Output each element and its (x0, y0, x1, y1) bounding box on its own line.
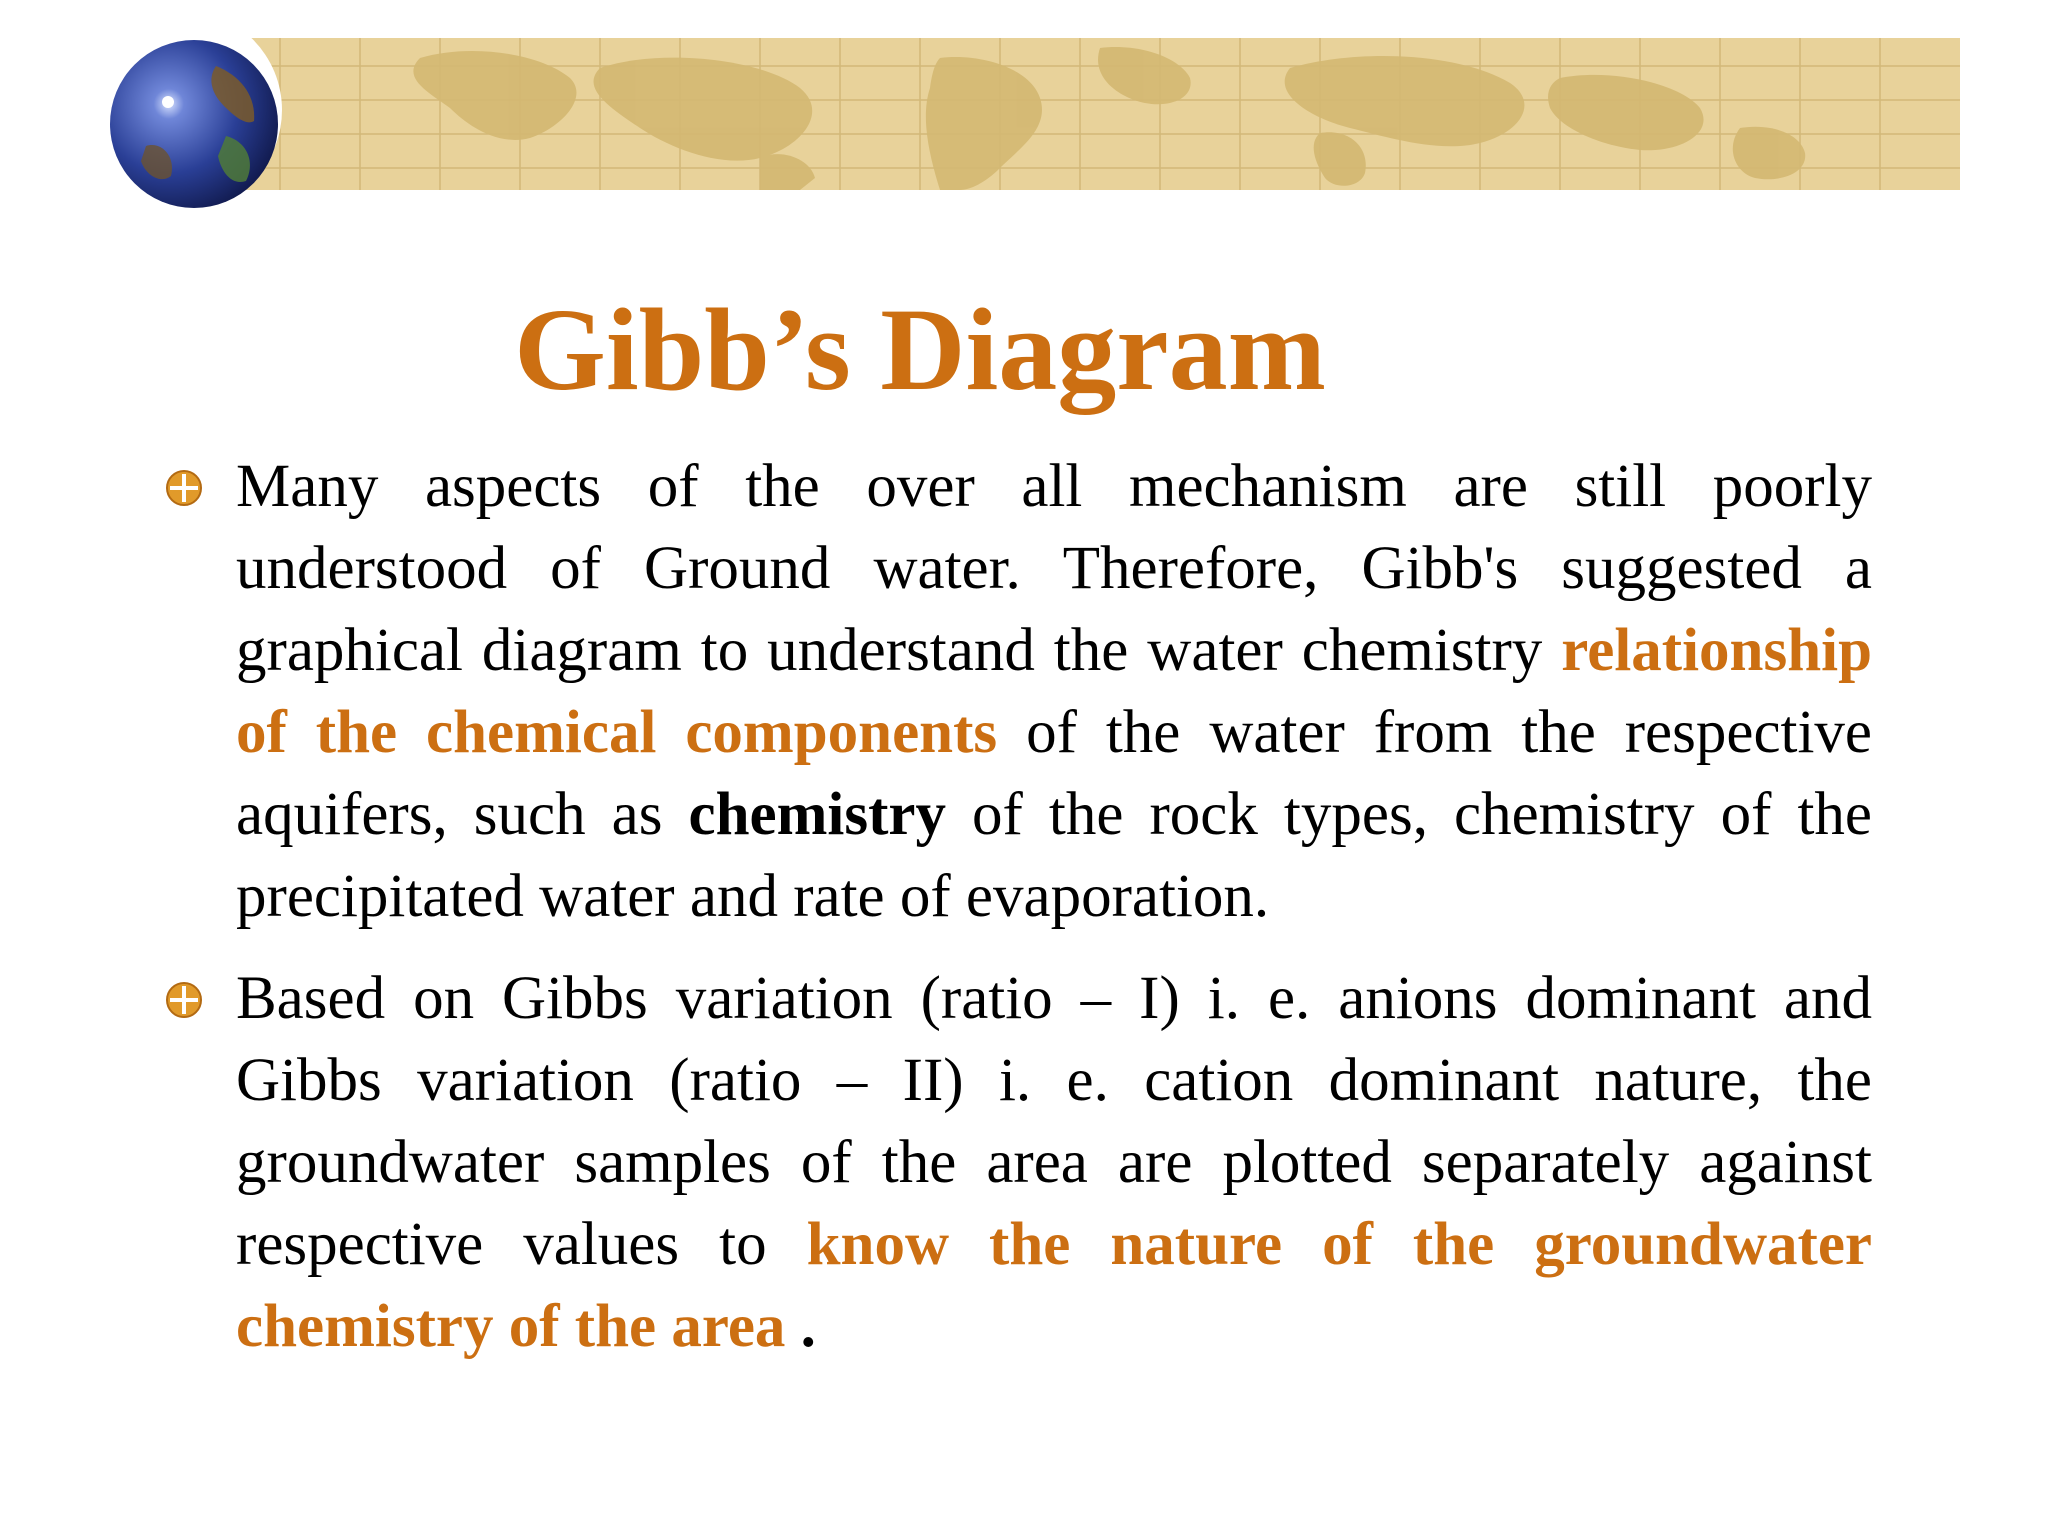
bullet-list (160, 446, 1880, 1388)
text-run: . (785, 1293, 816, 1360)
highlight-text: relationship of the chemical components (236, 617, 1872, 766)
text-run: of the rock types, chemistry of the precipitated water and rate of evaporation. (236, 781, 1872, 930)
world-map-icon (240, 38, 1960, 190)
bullet-text-1 (236, 446, 1872, 938)
bullet-icon (164, 980, 204, 1020)
bullet-item-1 (160, 446, 1880, 938)
globe-backdrop (42, 10, 282, 210)
globe-icon (106, 36, 282, 212)
text-run: Based on Gibbs variation (ratio – I) i. e. anions dominant and Gibbs variation (ratio – II) i. e. cation dominant nature, the groundwater samples of the area are plotted separately against respective values to (236, 965, 1872, 1278)
bold-text: chemistry (688, 781, 946, 848)
slide-title: Gibb’s Diagram (514, 284, 1326, 415)
highlight-text: know the nature of the groundwater chemistry of the area (236, 1211, 1872, 1360)
text-run: of the water from the respective aquifers, such as (236, 699, 1872, 848)
bullet-text-2 (236, 958, 1872, 1368)
text-run: Many aspects of the over all mechanism are still poorly understood of Ground water. Therefore, Gibb's suggested a graphical diagram to understand the water chemistry (236, 453, 1872, 684)
bullet-icon (164, 468, 204, 508)
world-map-banner (240, 38, 1960, 190)
bullet-item-2 (160, 958, 1880, 1368)
